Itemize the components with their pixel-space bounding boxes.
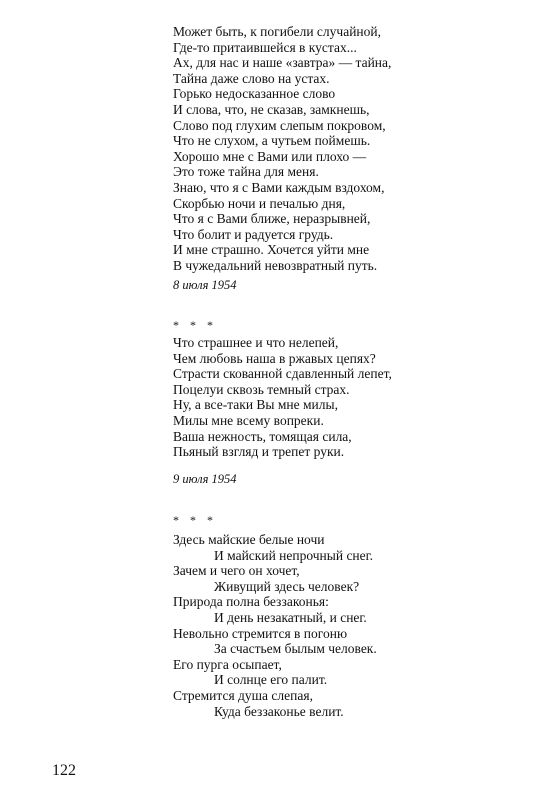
poem-line: Страсти скованной сдавленный лепет, — [173, 366, 392, 382]
poem-line: Что страшнее и что нелепей, — [173, 335, 339, 350]
poem-line: Что не слухом, а чутьем поймешь. — [173, 133, 371, 149]
poem-line: Это тоже тайна для меня. — [173, 164, 319, 180]
section-separator-stars: * * * — [173, 318, 217, 332]
poem-line: Может быть, к погибели случайной, — [173, 24, 381, 39]
section-separator-stars: * * * — [173, 513, 217, 527]
poem-line: Стремится душа слепая, — [173, 687, 313, 703]
poem-3 — [173, 532, 377, 719]
poem-line: Ах, для нас и наше «завтра» — тайна, — [173, 55, 392, 71]
poem-line: Что я с Вами ближе, неразрывней, — [173, 211, 371, 227]
poem-line: Здесь майские белые ночи — [173, 532, 325, 547]
poem-2 — [173, 335, 392, 460]
poem-line: Где-то притаившейся в кустах... — [173, 39, 357, 55]
poem-line-indented: За счастьем былым человек. — [214, 641, 377, 657]
poem-line: И слова, что, не сказав, замкнешь, — [173, 101, 370, 117]
poem-line: Зачем и чего он хочет, — [173, 563, 300, 579]
poem-line: Его пурга осыпает, — [173, 656, 282, 672]
poem-line-indented: И день незакатный, и снег. — [214, 609, 367, 625]
poem-line: Ваша нежность, томящая сила, — [173, 428, 352, 444]
page-number: 122 — [52, 762, 76, 779]
poem-1-date: 8 июля 1954 — [173, 278, 237, 292]
poem-line: Слово под глухим слепым покровом, — [173, 117, 386, 133]
poem-line-indented: Живущий здесь человек? — [214, 578, 360, 594]
poem-line-indented: И солнце его палит. — [214, 672, 328, 688]
poem-line: Ну, а все-таки Вы мне милы, — [173, 397, 338, 413]
poem-line: Скорбью ночи и печалью дня, — [173, 195, 346, 211]
poem-line: Поцелуи сквозь темный страх. — [173, 381, 350, 397]
poem-line: И мне страшно. Хочется уйти мне — [173, 242, 370, 258]
poem-line: Что болит и радуется грудь. — [173, 226, 334, 242]
poem-line: Пьяный взгляд и трепет руки. — [173, 444, 345, 460]
poem-line: Природа полна беззаконья: — [173, 594, 329, 610]
poem-line: Невольно стремится в погоню — [173, 625, 348, 641]
poem-line: Милы мне всему вопреки. — [173, 412, 324, 428]
poem-line: Чем любовь наша в ржавых цепях? — [173, 350, 376, 366]
poem-1 — [173, 24, 391, 274]
poem-line: Хорошо мне с Вами или плохо — — [173, 148, 367, 164]
poem-line: Знаю, что я с Вами каждым вздохом, — [173, 179, 385, 195]
poem-line: В чужедальний невозвратный путь. — [173, 257, 378, 273]
poem-line: Горько недосказанное слово — [173, 86, 336, 102]
poem-line: Тайна даже слово на устах. — [173, 70, 330, 86]
poem-line-indented: Куда беззаконье велит. — [214, 703, 344, 719]
poem-line-indented: И майский непрочный снег. — [214, 547, 374, 563]
poem-2-date: 9 июля 1954 — [173, 472, 237, 486]
